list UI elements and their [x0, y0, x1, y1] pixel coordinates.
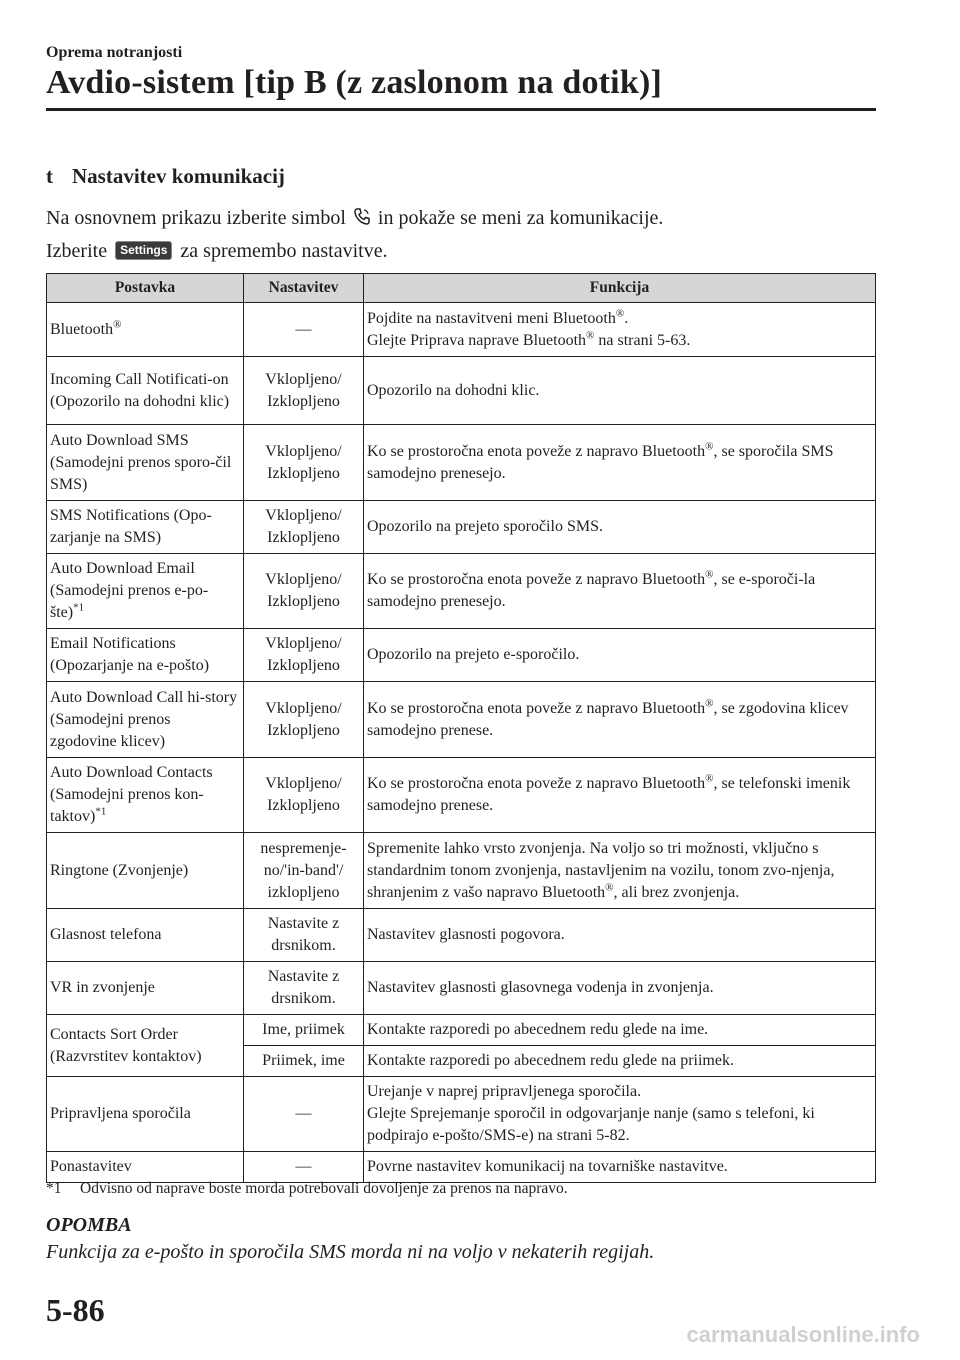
note-text: Funkcija za e-pošto in sporočila SMS morda ni na voljo v nekaterih regijah. [46, 1241, 655, 1263]
item-cell: Auto Download Email (Samodejni prenos e-po-šte)$^{*1}$ [47, 554, 244, 629]
setting-cell: Vklopljeno/ Izklopljeno [244, 629, 364, 682]
item-cell: Bluetooth® [47, 303, 244, 357]
setting-cell: — [244, 1077, 364, 1152]
function-cell: Spremenite lahko vrsto zvonjenja. Na voljo so tri možnosti, vključno s standardnim tonom zvonjenja, nastavljenim na vozilu, tonom zvo-njenja, shranjenim z vašo napravo Bluetooth®, ali brez zvonjenja. [364, 833, 876, 909]
item-cell: Auto Download SMS (Samodejni prenos sporo-čil SMS) [47, 425, 244, 501]
table-row [47, 501, 876, 554]
settings-button: Settings [115, 241, 172, 260]
subsection-heading [46, 164, 285, 189]
function-cell: Ko se prostoročna enota poveže z napravo Bluetooth®, se e-sporoči-la samodejno prenesejo. [364, 554, 876, 629]
item-cell: Ringtone (Zvonjenje) [47, 833, 244, 909]
setting-cell: Vklopljeno/ Izklopljeno [244, 554, 364, 629]
table-row [47, 303, 876, 357]
header-postavka: Postavka [47, 274, 244, 303]
intro-line1-before: Na osnovnem prikazu izberite simbol [46, 207, 346, 229]
subsection-title: Nastavitev komunikacij [72, 164, 285, 188]
setting-cell: Vklopljeno/ Izklopljeno [244, 501, 364, 554]
table-row [47, 682, 876, 758]
item-cell: Auto Download Contacts (Samodejni prenos kon-taktov)$^{*1}$ [47, 758, 244, 833]
communication-settings-table [46, 273, 876, 1183]
title-divider [46, 108, 876, 111]
intro-line2-before: Izberite [46, 240, 108, 262]
function-cell: Ko se prostoročna enota poveže z napravo Bluetooth®, se sporočila SMS samodejno prenesejo. [364, 425, 876, 501]
function-cell: Opozorilo na prejeto sporočilo SMS. [364, 501, 876, 554]
setting-cell: Vklopljeno/ Izklopljeno [244, 682, 364, 758]
item-cell: Auto Download Call hi-story (Samodejni prenos zgodovine klicev) [47, 682, 244, 758]
table-row [47, 909, 876, 962]
function-cell: Ko se prostoročna enota poveže z napravo Bluetooth®, se telefonski imenik samodejno prenese. [364, 758, 876, 833]
setting-cell: Vklopljeno/ Izklopljeno [244, 425, 364, 501]
item-cell: Ponastavitev [47, 1152, 244, 1183]
intro-line1-after: in pokaže se meni za komunikacije. [377, 207, 664, 229]
table-row [47, 1015, 876, 1046]
table-row [47, 758, 876, 833]
item-cell: Glasnost telefona [47, 909, 244, 962]
table-row [47, 1077, 876, 1152]
setting-cell: nespremenje-no/'in-band'/ izklopljeno [244, 833, 364, 909]
setting-cell: — [244, 303, 364, 357]
table-row [47, 425, 876, 501]
watermark: carmanualsonline.info [686, 1322, 920, 1347]
table-row [47, 833, 876, 909]
header-funkcija: Funkcija [364, 274, 876, 303]
function-cell: Pojdite na nastavitveni meni Bluetooth®. Glejte Priprava naprave Bluetooth® na strani 5-63. [364, 303, 876, 357]
setting-cell: Priimek, ime [244, 1046, 364, 1077]
function-cell: Kontakte razporedi po abecednem redu glede na ime. [364, 1015, 876, 1046]
function-cell: Kontakte razporedi po abecednem redu glede na priimek. [364, 1046, 876, 1077]
setting-cell: — [244, 1152, 364, 1183]
function-cell: Ko se prostoročna enota poveže z napravo Bluetooth®, se zgodovina klicev samodejno prenese. [364, 682, 876, 758]
header-nastavitev: Nastavitev [244, 274, 364, 303]
item-cell: VR in zvonjenje [47, 962, 244, 1015]
table-row [47, 962, 876, 1015]
function-cell: Urejanje v naprej pripravljenega sporočila. Glejte Sprejemanje sporočil in odgovarjanje nanje (samo s telefoni, ki podpirajo e-pošto/SMS-e) na strani 5-82. [364, 1077, 876, 1152]
item-cell: Contacts Sort Order (Razvrstitev kontaktov) [47, 1015, 244, 1077]
function-cell: Opozorilo na prejeto e-sporočilo. [364, 629, 876, 682]
setting-cell: Nastavite z drsnikom. [244, 909, 364, 962]
function-cell: Povrne nastavitev komunikacij na tovarniške nastavitve. [364, 1152, 876, 1183]
item-cell: Incoming Call Notificati-on (Opozorilo na dohodni klic) [47, 357, 244, 425]
table-row [47, 1152, 876, 1183]
function-cell: Nastavitev glasnosti glasovnega vodenja in zvonjenja. [364, 962, 876, 1015]
table-header-row [47, 274, 876, 303]
item-cell: Pripravljena sporočila [47, 1077, 244, 1152]
setting-cell: Nastavite z drsnikom. [244, 962, 364, 1015]
note-title: OPOMBA [46, 1214, 132, 1236]
item-cell: SMS Notifications (Opo-zarjanje na SMS) [47, 501, 244, 554]
footnote-text: Odvisno od naprave boste morda potrebovali dovoljenje za prenos na napravo. [80, 1180, 568, 1197]
table-row [47, 629, 876, 682]
setting-cell: Ime, priimek [244, 1015, 364, 1046]
setting-cell: Vklopljeno/ Izklopljeno [244, 758, 364, 833]
intro-line-2 [46, 236, 663, 266]
intro-line2-after: za spremembo nastavitve. [180, 240, 388, 262]
section-label: Oprema notranjosti [46, 44, 183, 61]
bullet-marker: t [46, 164, 53, 188]
item-cell: Email Notifications (Opozarjanje na e-pošto) [47, 629, 244, 682]
intro-text [46, 203, 663, 266]
table-row [47, 554, 876, 629]
page-number: 5-86 [46, 1292, 105, 1328]
intro-line-1 [46, 203, 663, 236]
table-row [47, 357, 876, 425]
footnote-mark: *1 [46, 1180, 62, 1197]
setting-cell: Vklopljeno/ Izklopljeno [244, 357, 364, 425]
function-cell: Nastavitev glasnosti pogovora. [364, 909, 876, 962]
page-title: Avdio-sistem [tip B (z zaslonom na dotik)] [46, 64, 662, 101]
footnote [46, 1180, 568, 1198]
phone-icon [353, 206, 371, 236]
function-cell: Opozorilo na dohodni klic. [364, 357, 876, 425]
